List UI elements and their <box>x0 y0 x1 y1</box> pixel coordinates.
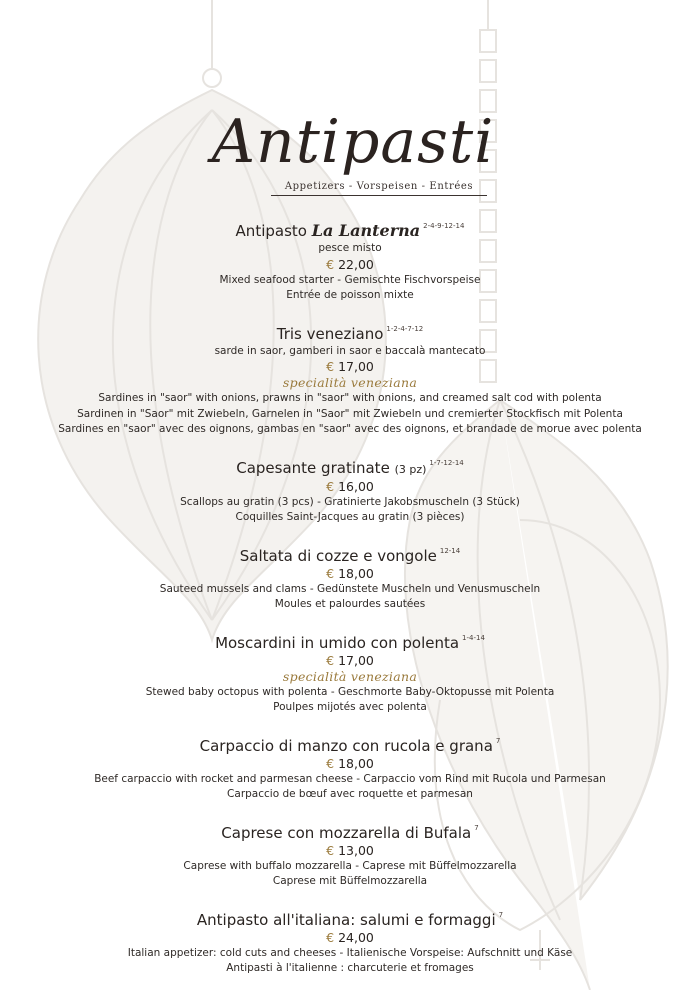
dish-price <box>0 930 700 946</box>
dish-description: Moules et palourdes sautées <box>274 598 426 610</box>
dish-price <box>0 653 700 669</box>
allergen-codes: 1-7-12-14 <box>429 458 464 467</box>
currency-symbol: € <box>326 842 335 858</box>
currency-symbol: € <box>326 929 335 945</box>
allergen-codes: 7 <box>495 736 501 745</box>
dish-name <box>0 320 700 344</box>
allergen-codes: 7 <box>474 823 479 832</box>
dish-subtitle: pesce misto <box>318 242 382 254</box>
dish-item <box>0 320 700 438</box>
price-value: 17,00 <box>338 359 374 374</box>
dish-item <box>0 906 700 977</box>
price-value: 16,00 <box>338 478 374 494</box>
price-value: 24,00 <box>338 929 374 945</box>
dish-description: Caprese with buffalo mozzarella - Caprese mit Büffelmozzarella <box>183 859 517 872</box>
dish-description: Caprese mit Büffelmozzarella <box>272 875 428 887</box>
dish-description: Entrée de poisson mixte <box>286 289 414 301</box>
currency-symbol: € <box>326 359 335 374</box>
price-value: 13,00 <box>338 842 374 858</box>
dish-name-text: Tris veneziano <box>276 324 384 343</box>
allergen-codes: 1-2-4-7-12 <box>386 324 424 333</box>
speciality-label: specialità veneziana <box>282 375 418 390</box>
currency-symbol: € <box>326 478 335 494</box>
dish-description: Mixed seafood starter - Gemischte Fischvorspeise <box>219 273 481 286</box>
dish-item <box>0 217 700 304</box>
dish-price <box>0 359 700 375</box>
dish-name <box>0 542 700 566</box>
dish-item <box>0 819 700 890</box>
dish-price <box>0 756 700 772</box>
dish-description: Sauteed mussels and clams - Gedünstete Muscheln und Venusmuscheln <box>159 582 541 595</box>
dish-price <box>0 843 700 859</box>
currency-symbol: € <box>326 565 335 581</box>
speciality-label: specialità veneziana <box>282 668 418 684</box>
dish-description: Scallops au gratin (3 pcs) - Gratinierte Jakobsmuscheln (3 Stück) <box>180 495 520 508</box>
dish-item <box>0 454 700 526</box>
dish-name <box>0 819 700 843</box>
dish-item <box>0 542 700 613</box>
dish-name-text: Carpaccio di manzo con rucola e grana <box>199 736 493 755</box>
dish-list <box>0 217 700 993</box>
allergen-codes: 12-14 <box>439 546 461 555</box>
dish-description: Stewed baby octopus with polenta - Geschmorte Baby-Oktopusse mit Polenta <box>145 685 555 698</box>
dish-name <box>0 906 700 930</box>
dish-name-text: Moscardini in umido con polenta <box>215 633 460 652</box>
dish-description: Carpaccio de bœuf avec roquette et parmesan <box>227 788 473 800</box>
dish-item <box>0 629 700 716</box>
dish-description: Italian appetizer: cold cuts and cheeses - Italienische Vorspeise: Aufschnitt und Käse <box>127 946 573 959</box>
currency-symbol: € <box>326 652 335 668</box>
dish-quantity: (3 pz) <box>394 462 427 476</box>
dish-name <box>0 454 700 479</box>
dish-name-text: Capesante gratinate <box>236 458 390 477</box>
dish-item <box>0 732 700 803</box>
price-value: 22,00 <box>338 256 374 272</box>
price-value: 17,00 <box>338 652 374 668</box>
page-subtitle: Appetizers - Vorspeisen - Entrées <box>271 181 487 196</box>
dish-description: Beef carpaccio with rocket and parmesan cheese - Carpaccio vom Rind mit Rucola und Parmesan <box>94 772 606 785</box>
dish-name-prefix: Antipasto <box>235 222 312 240</box>
dish-name <box>0 732 700 756</box>
page-title: Antipasti <box>211 107 495 177</box>
price-value: 18,00 <box>338 755 374 771</box>
dish-subtitle: sarde in saor, gamberi in saor e baccalà mantecato <box>214 344 486 357</box>
menu-header <box>0 107 700 196</box>
currency-symbol: € <box>326 256 335 272</box>
allergen-codes: 7 <box>498 910 504 919</box>
dish-name-highlight: La Lanterna <box>311 221 421 240</box>
dish-price <box>0 479 700 495</box>
dish-price <box>0 566 700 582</box>
dish-price <box>0 257 700 273</box>
dish-description: Poulpes mijotés avec polenta <box>273 701 427 713</box>
dish-name-text: Caprese con mozzarella di Bufala <box>221 823 472 842</box>
allergen-codes: 2-4-9-12-14 <box>423 222 465 230</box>
dish-description: Sardinen in "Saor" mit Zwiebeln, Garnelen in "Saor" mit Zwiebeln und cremierter Stockfisch mit Polenta <box>77 407 623 420</box>
price-value: 18,00 <box>338 565 374 581</box>
dish-name <box>0 217 700 241</box>
dish-description: Sardines en "saor" avec des oignons, gambas en "saor" avec des oignons, et brandade de morue avec polenta <box>58 423 642 435</box>
dish-description: Antipasti à l'italienne : charcuterie et fromages <box>226 962 474 974</box>
dish-description: Sardines in "saor" with onions, prawns in "saor" with onions, and creamed salt cod with polenta <box>98 392 602 404</box>
dish-name-text: Antipasto all'italiana: salumi e formaggi <box>196 910 496 929</box>
dish-description: Coquilles Saint-Jacques au gratin (3 pièces) <box>235 511 465 523</box>
currency-symbol: € <box>326 755 335 771</box>
dish-name-text: Saltata di cozze e vongole <box>239 546 437 565</box>
allergen-codes: 1-4-14 <box>462 633 485 642</box>
dish-name <box>0 629 700 653</box>
